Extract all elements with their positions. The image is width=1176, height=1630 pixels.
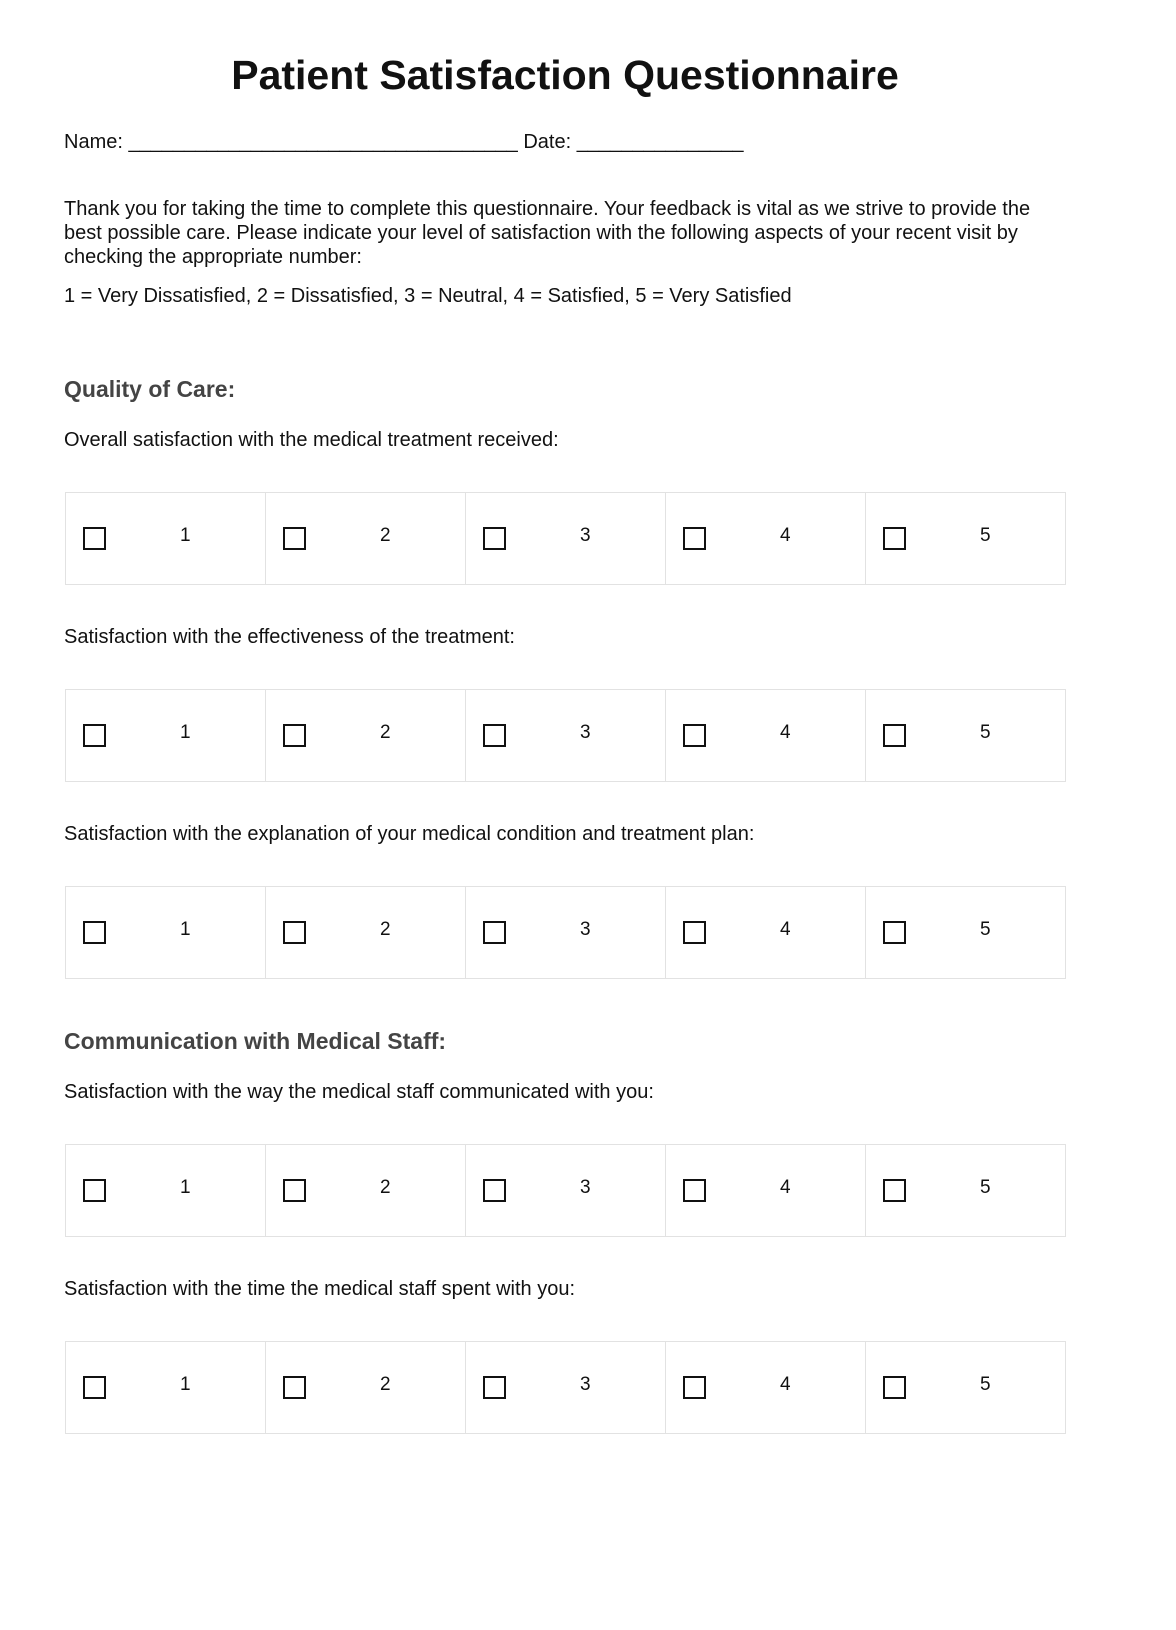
checkbox[interactable]	[83, 724, 106, 747]
rating-number: 2	[380, 919, 391, 940]
rating-number: 1	[180, 722, 191, 743]
rating-number: 2	[380, 1374, 391, 1395]
rating-option-3[interactable]	[466, 493, 666, 584]
checkbox[interactable]	[883, 1376, 906, 1399]
rating-option-3[interactable]	[466, 690, 666, 781]
rating-row	[65, 886, 1066, 979]
rating-number: 3	[580, 722, 591, 743]
rating-number: 2	[380, 1177, 391, 1198]
checkbox[interactable]	[283, 527, 306, 550]
checkbox[interactable]	[883, 1179, 906, 1202]
checkbox[interactable]	[483, 527, 506, 550]
rating-number: 5	[980, 919, 991, 940]
rating-number: 3	[580, 1177, 591, 1198]
checkbox[interactable]	[683, 1376, 706, 1399]
rating-number: 3	[580, 1374, 591, 1395]
checkbox[interactable]	[483, 1376, 506, 1399]
checkbox[interactable]	[483, 921, 506, 944]
rating-number: 5	[980, 525, 991, 546]
rating-option-2[interactable]	[266, 1342, 466, 1433]
rating-option-2[interactable]	[266, 1145, 466, 1236]
checkbox[interactable]	[83, 527, 106, 550]
rating-number: 4	[780, 722, 791, 743]
rating-number: 4	[780, 525, 791, 546]
question: Satisfaction with the way the medical staff communicated with you:	[64, 1081, 654, 1103]
checkbox[interactable]	[683, 1179, 706, 1202]
rating-option-3[interactable]	[466, 887, 666, 978]
rating-option-3[interactable]	[466, 1145, 666, 1236]
rating-option-4[interactable]	[666, 887, 866, 978]
rating-row	[65, 492, 1066, 585]
rating-option-1[interactable]	[66, 1342, 266, 1433]
question: Satisfaction with the time the medical staff spent with you:	[64, 1278, 575, 1300]
rating-option-5[interactable]	[866, 1145, 1065, 1236]
rating-option-1[interactable]	[66, 690, 266, 781]
checkbox[interactable]	[83, 921, 106, 944]
question: Overall satisfaction with the medical treatment received:	[64, 429, 559, 451]
rating-option-3[interactable]	[466, 1342, 666, 1433]
rating-number: 1	[180, 525, 191, 546]
section-title: Communication with Medical Staff:	[64, 1028, 447, 1054]
question: Satisfaction with the explanation of your medical condition and treatment plan:	[64, 823, 755, 845]
checkbox[interactable]	[883, 527, 906, 550]
rating-option-4[interactable]	[666, 1342, 866, 1433]
rating-number: 3	[580, 525, 591, 546]
rating-number: 5	[980, 1374, 991, 1395]
rating-option-5[interactable]	[866, 690, 1065, 781]
rating-number: 5	[980, 722, 991, 743]
rating-option-5[interactable]	[866, 493, 1065, 584]
checkbox[interactable]	[83, 1179, 106, 1202]
rating-option-4[interactable]	[666, 1145, 866, 1236]
rating-number: 4	[780, 919, 791, 940]
rating-option-4[interactable]	[666, 493, 866, 584]
rating-number: 4	[780, 1374, 791, 1395]
checkbox[interactable]	[483, 1179, 506, 1202]
checkbox[interactable]	[683, 724, 706, 747]
question: Satisfaction with the effectiveness of the treatment:	[64, 626, 515, 648]
rating-option-1[interactable]	[66, 1145, 266, 1236]
rating-number: 4	[780, 1177, 791, 1198]
rating-number: 2	[380, 525, 391, 546]
checkbox[interactable]	[283, 1179, 306, 1202]
rating-option-5[interactable]	[866, 887, 1065, 978]
rating-option-1[interactable]	[66, 493, 266, 584]
rating-number: 1	[180, 1177, 191, 1198]
checkbox[interactable]	[83, 1376, 106, 1399]
checkbox[interactable]	[683, 527, 706, 550]
intro-text: Thank you for taking the time to complete this questionnaire. Your feedback is vital as we strive to provide the best possible care. Please indicate your level of satisfaction with the following aspects of your recent visit by checking the appropriate number:	[64, 198, 1031, 268]
scale-legend: 1 = Very Dissatisfied, 2 = Dissatisfied, 3 = Neutral, 4 = Satisfied, 5 = Very Satisfied	[64, 285, 792, 307]
rating-option-1[interactable]	[66, 887, 266, 978]
checkbox[interactable]	[883, 921, 906, 944]
rating-row	[65, 1341, 1066, 1434]
section-title: Quality of Care:	[64, 376, 236, 402]
checkbox[interactable]	[883, 724, 906, 747]
date-label: Date: _______________	[523, 131, 744, 153]
rating-row	[65, 1144, 1066, 1237]
checkbox[interactable]	[283, 1376, 306, 1399]
rating-number: 5	[980, 1177, 991, 1198]
rating-number: 2	[380, 722, 391, 743]
rating-option-5[interactable]	[866, 1342, 1065, 1433]
rating-option-2[interactable]	[266, 493, 466, 584]
page-title: Patient Satisfaction Questionnaire	[231, 52, 899, 98]
checkbox[interactable]	[483, 724, 506, 747]
checkbox[interactable]	[283, 921, 306, 944]
checkbox[interactable]	[683, 921, 706, 944]
rating-number: 1	[180, 919, 191, 940]
rating-number: 3	[580, 919, 591, 940]
checkbox[interactable]	[283, 724, 306, 747]
rating-option-2[interactable]	[266, 887, 466, 978]
rating-option-4[interactable]	[666, 690, 866, 781]
rating-number: 1	[180, 1374, 191, 1395]
name-label: Name: ___________________________________	[64, 131, 518, 153]
rating-row	[65, 689, 1066, 782]
name-field[interactable]	[64, 131, 744, 154]
rating-option-2[interactable]	[266, 690, 466, 781]
